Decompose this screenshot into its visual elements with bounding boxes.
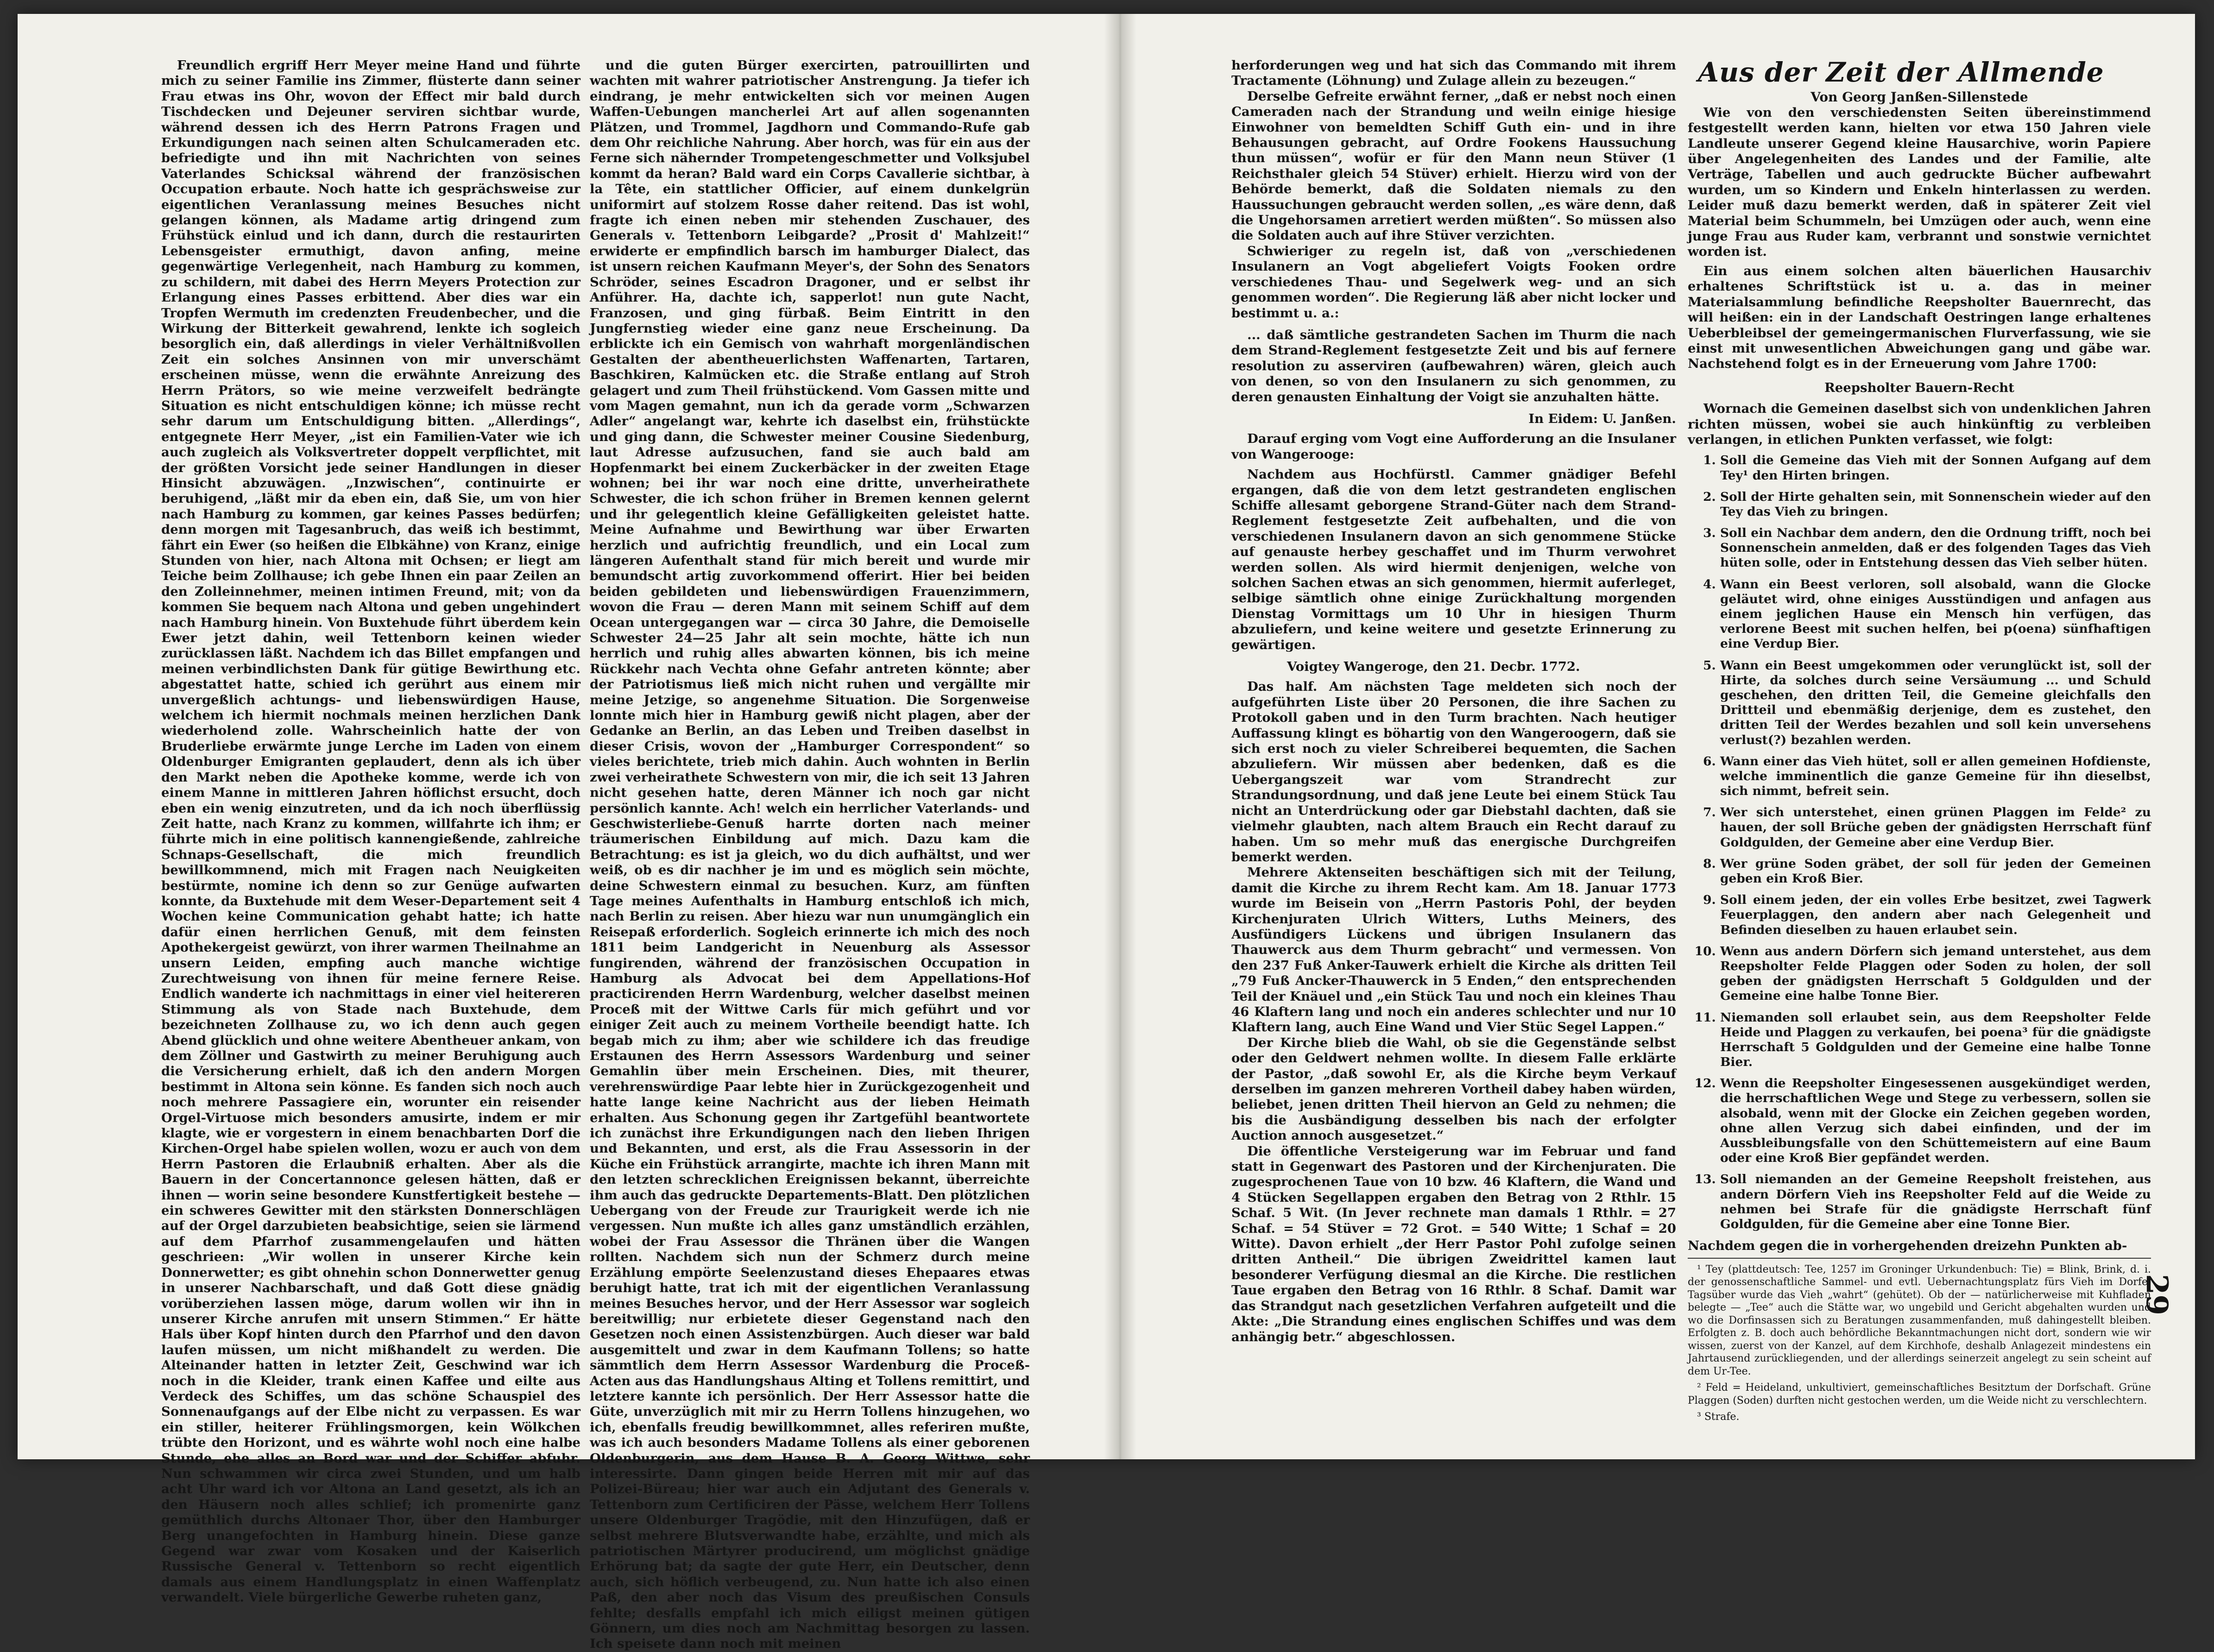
column-text: Freundlich ergriff Herr Meyer meine Hand und führte mich zu seiner Familie ins Zimmer, flüsterte dann seiner Frau etwas ins Ohr, wovon der Effect mir bald durch Tischdecken und Dejeuner serviren sichtbar wurde, während dessen ich des Herrn Patrons Fragen und Erkundigungen nach seinen alten Schulcameraden etc. befriedigte und ihn mit Nachrichten von seines Vaterlandes Schicksal während der französischen Occupation erbaute. Noch hatte ich gesprächsweise zur eigentlichen Veranlassung meines Besuches nicht gelangen können, als Madame artig dringend zum Frühstück einlud und ich dann, durch die restaurirten Lebensgeister ermuthigt, davon anfing, meine gegenwärtige Verlegenheit, nach Hamburg zu kommen, zu schildern, mit dabei des Herrn Meyers Protection zur Erlangung eines Passes erbittend. Aber dies war ein Tropfen Wermuth im credenzten Freudenbecher, und die Wirkung der Bitterkeit gewahrend, lenkte ich sogleich besorglich ein, daß allerdings in vieler Verhältnißvollen Zeit ein solches Ansinnen von mir unverschämt erscheinen müsse, wenn die erwähnte Anreizung des Herrn Prätors, so wie meine verzweifelt bedrängte Situation es nicht entschuldigen könne; ich müsse recht sehr darum um Entschuldigung bitten. „Allerdings“, entgegnete Herr Meyer, „ist ein Familien-Vater wie ich auch zugleich als Volksvertreter doppelt verpflichtet, mit der größten Vorsicht jede seiner Handlungen in dieser Hinsicht abzuwägen. „Inzwischen“, continuirte er beruhigend, „läßt mir da eben ein, daß Sie, um von hier nach Hamburg zu kommen, gar keines Passes bedürfen; denn morgen mit Tagesanbruch, das weiß ich bestimmt, fährt ein Ewer (so heißen die Elbkähne) von Kranz, einige Stunden von hier, nach Altona mit Ochsen; er liegt am Teiche beim Zollhause; ich gebe Ihnen ein paar Zeilen an den Zolleinnehmer, meinen intimen Freund, mit; von da kommen Sie bequem nach Altona und geben ungehindert nach Hamburg hinein. Von Buxtehude führt überdem kein Ewer jetzt dahin, weil Tettenborn keinen wieder zurücklassen läßt. Nachdem ich das Billet empfangen und meinen verbindlichsten Dank für gütige Bewirthung etc. abgestattet hatte, schied ich gerührt aus einem mir unvergeßlich achtungs- und liebenswürdigen Hause, welchem ich hiermit nochmals meinen herzlichen Dank wiederholend zolle. Wahrscheinlich hatte der von Bruderliebe erwärmte junge Lerche im Laden von einem Oldenburger Emigranten geplaudert, denn als ich über den Markt neben die Apotheke komme, werde ich von einem Manne in mittleren Jahren höflichst ersucht, doch eben ein wenig einzutreten, und da ich noch überflüssig Zeit hatte, nach Kranz zu kommen, willfahrte ich ihm; er führte mich in eine politisch kannengießende, zahlreiche Schnaps-Gesellschaft, die mich freundlich bewillkommnend, mich mit Fragen nach Neuigkeiten bestürmte, nomine ich denn so zur Genüge aufwarten konnte, da Buxtehude mit dem Weser-Departement seit 4 Wochen keine Communication gehabt hatte; ich hatte dafür einen herrlichen Genuß, mit dem feinsten Apothekergeist gewürzt, von ihrer warmen Theilnahme an unsern Leiden, empfing auch manche wichtige Zurechtweisung von ihnen für meine fernere Reise. Endlich wanderte ich nachmittags in einer viel heitereren Stimmung als von Stade nach Buxtehude, dem bezeichneten Zollhause zu, wo ich denn auch gegen Abend glücklich und ohne weitere Abentheuer ankam, von dem Zöllner und Gastwirth zu meiner Beruhigung auch die Versicherung erhielt, daß ich den andern Morgen bestimmt in Altona sein könne. Es fanden sich noch auch noch mehrere Passagiere ein, worunter ein reisender Orgel-Virtuose mich besonders amusirte, indem er mir klagte, wie er vorgestern in einem benachbarten Dorf die Kirchen-Orgel habe spielen wollen, wozu er auch von dem Herrn Pastoren die Erlaubniß erhalten. Aber als die Bauern in der Concertannonce gelesen hätten, daß er ihnen — worin seine besondere Kunstfertigkeit bestehe — ein schweres Gewitter mit den stärksten Donnerschlägen auf der Orgel darzubieten beabsichtige, seien sie lärmend auf dem Pfarrhof zusammengelaufen und hätten geschrieen: „Wir wollen in unserer Kirche kein Donnerwetter; es gibt ohnehin schon Donnerwetter genug in unserer Nachbarschaft, und daß Gott diese gnädig vorüberziehen lassen möge, darum wollen wir ihn in unserer Kirche anrufen mit unsern Stimmen.“ Er hätte Hals über Kopf hinten durch den Pfarrhof und den davon laufen müssen, um nicht mißhandelt zu werden. Die Alteinander hatten in letzter Zeit, Geschwind war ich noch in die Kleider, trank einen Kaffee und eilte aus Verdeck des Schiffes, um das schöne Schauspiel des Sonnenaufgangs auf der Elbe nicht zu verpassen. Es war ein stiller, heiterer Frühlingsmorgen, kein Wölkchen trübte den Horizont, und es währte wohl noch eine halbe Stunde, ehe alles an Bord war und der Schiffer abfuhr. Nun schwammen wir circa zwei Stunden, und um halb acht Uhr ward ich vor Altona an Land gesetzt, als ich an den Häusern noch alles schlief; ich promenirte ganz gemüthlich durchs Altonaer Thor, über den Hamburger Berg unangefochten in Hamburg hinein. Diese ganze Gegend war zwar vom Kosaken und der Kaiserlich Russische General v. Tettenborn so recht eigentlich damals aus einem Handlungsplatz in einen Waffenplatz verwandelt. Viele bürgerliche Gewerbe ruheten ganz,	[161, 58, 580, 1605]
rule-item: 11. Niemanden soll erlaubet sein, aus dem Reepsholter Felde Heide und Plaggen zu verkaufen, bei poena³ für die gnädigste Herrschaft 5 Goldgulden und der Gemeine eine halbe Tonne Bier.	[1720, 1010, 2151, 1070]
rule-item: 5. Wann ein Beest umgekommen oder verunglückt ist, soll der Hirte, da solches durch seine Versäumung ... und Schuld geschehen, den dritten Teil, die Gemeine gleichfalls den Drittteil und ebenmäßig derjenige, dem es zustehet, den dritten Teil der Werdes bezahlen und soll kein unversehens verlust(?) bezahlen werden.	[1720, 658, 2151, 748]
rule-item: 1. Soll die Gemeine das Vieh mit der Sonnen Aufgang auf dem Tey¹ den Hirten bringen.	[1720, 453, 2151, 483]
intro-paragraph: Wie von den verschiedensten Seiten übereinstimmend festgestellt werden kann, hielten vor etwa 150 Jahren viele Landleute unserer Gegend kleine Hausarchive, worin Papiere über Angelegenheiten des Landes und der Familie, alte Verträge, Tabellen und auch gedruckte Bücher aufbewahrt wurden, um so Kindern und Enkeln hinterlassen zu werden. Leider muß dazu bemerkt werden, daß in späterer Zeit viel Material beim Schummeln, bei Umzügen oder auch, wenn eine junge Frau aus Ruder kam, verbrannt und sonstwie vernichtet worden ist.	[1688, 105, 2151, 259]
paragraph: Das half. Am nächsten Tage meldeten sich noch der aufgeführten Liste über 20 Personen, die ihre Sachen zu Protokoll gaben und in den Turm brachten. Nach heutiger Auffassung klingt es böhartig von den Wangeroogern, daß sie sich erst noch zu vieler Schreiberei bequemten, die Sachen abzuliefern. Wir müssen aber bedenken, daß es die Uebergangszeit war vom Strandrecht zur Strandungsordnung, und daß jene Leute bei einem Stück Tau nicht an Unterdrückung oder gar Diebstahl dachten, daß sie vielmehr glaubten, nach altem Brauch ein Recht darauf zu haben. Um so mehr muß das energische Durchgreifen bemerkt werden.	[1231, 679, 1676, 864]
paragraph: Die öffentliche Versteigerung war im Februar und fand statt in Gegenwart des Pastoren und der Kirchenjuraten. Die zugesprochenen Taue von 10 bzw. 46 Klaftern, die Wand und 4 Stücken Segellappen ergaben den Betrag von 2 Rthlr. 15 Schaf. 5 Wit. (In Jever rechnete man damals 1 Rthlr. = 27 Schaf. = 54 Stüver = 72 Grot. = 540 Witte; 1 Schaf = 20 Witte). Davon erhielt „der Herr Pastor Pohl zufolge seinen dritten Antheil.“ Die übrigen Zweidrittel kamen laut besonderer Verfügung diesmal an die Kirche. Die restlichen Taue ergaben den Betrag von 16 Rthlr. 8 Schaf. Damit war das Strandgut nach gesetzlichen Verfahren aufgeteilt und die Akte: „Die Strandung eines englischen Schiffes und was dem anhängig betr.“ abgeschlossen.	[1231, 1143, 1676, 1344]
paragraph: Mehrere Aktenseiten beschäftigen sich mit der Teilung, damit die Kirche zu ihrem Recht kam. Am 18. Januar 1773 wurde im Beisein von „Herrn Pastoris Pohl, der beyden Kirchenjuraten Ulrich Witters, Luths Meiners, des Ausfündigers Lückens und übrigen Insulanern das Thauwerck aus dem Thurm gebracht“ und vermessen. Von den 237 Fuß Anker-Tauwerk erhielt die Kirche als dritten Teil „79 Fuß Ancker-Thauwerck in 5 Enden,“ den entsprechenden Teil der Knäuel und „ein Stück Tau und noch ein kleines Thau 46 Klaftern lang und noch ein anderes schlechter und nur 10 Klaftern lang, auch Eine Wand und Vier Stüc Segel Lappen.“	[1231, 865, 1676, 1035]
rule-item: 6. Wann einer das Vieh hütet, soll er allen gemeinen Hofdienste, welche imminentlich die ganze Gemeine für ihn dieselbst, sich nimmt, befreit sein.	[1720, 754, 2151, 799]
left-page-column-1	[161, 58, 580, 1605]
intro-paragraph: Ein aus einem solchen alten bäuerlichen Hausarchiv erhaltenes Schriftstück ist u. a. das in meiner Materialsammlung befindliche Reepsholter Bauernrecht, das will heißen: ein in der Landschaft Oestringen lange erhaltenes Ueberbleibsel der gemeingermanischen Flurverfassung, wie sie einst mit unwesentlichen Abweichungen gang und gäbe war. Nachstehend folgt es in der Erneuerung vom Jahre 1700:	[1688, 263, 2151, 372]
rule-item: 7. Wer sich unterstehet, einen grünen Plaggen im Felde² zu hauen, der soll Brüche geben der gnädigsten Herrschaft fünf Goldgulden, der Gemeine aber eine Verdup Bier.	[1720, 805, 2151, 850]
footnote: ³ Strafe.	[1697, 1411, 1740, 1423]
right-page-column-2	[1688, 57, 2151, 1423]
rule-item: 9. Soll einem jeden, der ein volles Erbe besitzet, zwei Tagwerk Feuerplaggen, den andern aber nach Gelegenheit und Befinden dieselben zu hauen erlaubet sein.	[1720, 893, 2151, 938]
right-page-column-1	[1231, 58, 1676, 1394]
newspaper-spread	[18, 14, 2195, 1652]
rule-item: 10. Wenn aus andern Dörfern sich jemand unterstehet, aus dem Reepsholter Felde Plaggen oder Soden zu holen, der soll geben der gnädigsten Herrschaft 5 Goldgulden und der Gemeine eine halbe Tonne Bier.	[1720, 944, 2151, 1004]
rule-item: 2. Soll der Hirte gehalten sein, mit Sonnenschein wieder auf den Tey das Vieh zu bringen.	[1720, 490, 2151, 519]
paragraph: Schwieriger zu regeln ist, daß von „verschiedenen Insulanern an Vogt abgeliefert Voigts Fooken ordre verschiedenes Thau- und Segelwerk weg- und an sich genommen worden“. Die Regierung läß aber nicht locker und bestimmt u. a.:	[1231, 243, 1676, 321]
rule-item: 8. Wer grüne Soden gräbet, der soll für jeden der Gemeinen geben ein Kroß Bier.	[1720, 857, 2151, 886]
closing-line: Nachdem gegen die in vorhergehenden dreizehn Punkten ab-	[1688, 1238, 2151, 1258]
page-number: 29	[2139, 1274, 2174, 1316]
rules-list	[1688, 453, 2151, 1232]
rule-item: 13. Soll niemanden an der Gemeine Reepsholt freistehen, aus andern Dörfern Vieh ins Reepsholter Feld auf die Weide zu nehmen bei Strafe für die gnädigste Herrschaft fünf Goldgulden, für die Gemeine aber eine Tonne Bier.	[1720, 1172, 2151, 1232]
signature: Voigtey Wangeroge, den 21. Decbr. 1772.	[1287, 659, 1580, 675]
preamble: Wornach die Gemeinen daselbst sich von undenklichen Jahren richten müssen, wobei sie auch hinkünftig zu verbleiben verlangen, in etlichen Punkten verfasset, wie folgt:	[1688, 401, 2151, 447]
rule-item: 12. Wenn die Reepsholter Eingesessenen ausgekündiget werden, die herrschaftlichen Wege und Stege zu verbessern, sollen sie alsobald, wenn mit der Glocke ein Zeichen gegeben worden, ohne allen Verzug sich dabei einfinden, und der im Aussbleibungsfalle von den Schüttemeistern auf eine Baum oder eine Kroß Bier gepfändet werden.	[1720, 1076, 2151, 1166]
signature: In Eidem: U. Janßen.	[1528, 411, 1676, 426]
rule-item: 3. Soll ein Nachbar dem andern, den die Ordnung trifft, noch bei Sonnenschein anmelden, daß er des folgenden Tages das Vieh hüten solle, oder in Entstehung dessen das Vieh selber hüten.	[1720, 526, 2151, 571]
column-text: und die guten Bürger exercirten, patrouillirten und wachten mit wahrer patriotischer Anstrengung. Ja tiefer ich eindrang, je mehr entwickelten sich vor meinen Augen Waffen-Uebungen mancherlei Art auf allen sogenannten Plätzen, und Trommel, Jagdhorn und Commando-Rufe gab dem Ohr reichliche Nahrung. Aber horch, was für ein aus der Ferne sich nähernder Trompetengeschmetter und Volksjubel kommt da heran? Bald ward ein Corps Cavallerie sichtbar, à la Tête, ein stattlicher Officier, auf einem dunkelgrün uniformirt auf stolzem Rosse daher reitend. Das ist wohl, fragte ich einen neben mir stehenden Zuschauer, des Generals v. Tettenborn Leibgarde? „Prosit d' Mahlzeit!“ erwiderte er empfindlich barsch im hamburger Dialect, das ist unsern reichen Kaufmann Meyer's, der Sohn des Senators Schröder, seines Escadron Dragoner, und er selbst ihr Anführer. Ha, dachte ich, sapperlot! nun gute Nacht, Franzosen, und ging fürbaß. Beim Eintritt in den Jungfernstieg wieder eine ganz neue Erscheinung. Da erblickte ich ein Gemisch von wahrhaft morgenländischen Gestalten der abentheuerlichsten Waffenarten, Tartaren, Baschkiren, Kalmücken etc. die Straße entlang auf Stroh gelagert und zum Theil frühstückend. Vom Gassen mitte und vom Magen gemahnt, nun ich da gerade vorm „Schwarzen Adler“ angelangt war, kehrte ich daselbst ein, frühstückte und ging dann, die Schwester meiner Cousine Siedenburg, laut Adresse aufzusuchen, fand sie auch bald am Hopfenmarkt bei einem Zuckerbäcker in der zweiten Etage wohnen; bei ihr war noch eine dritte, unverheirathete Schwester, die ich schon früher in Bremen kennen gelernt und ihr gelegentlich kleine Gefälligkeiten geleistet hatte. Meine Aufnahme und Bewirthung war über Erwarten herzlich und aufrichtig freundlich, und ein Local zum längeren Aufenthalt stand für mich bereit und wurde mir bemundscht artig zuvorkommend offerirt. Hier bei beiden beiden gebildeten und liebenswürdigen Frauenzimmern, wovon die Frau — deren Mann mit seinem Schiff auf dem Ocean untergegangen war — circa 30 Jahre, die Demoiselle Schwester 24—25 Jahr alt sein mochte, hätte ich nun herrlich und ruhig alles abwarten können, bis ich meine Rückkehr nach Vechta ohne Gefahr antreten könnte; aber der Patriotismus ließ mich nicht ruhen und vergällte mir meine Jetzige, so angenehme Situation. Die Sorgenweise lonnte mich hier in Hamburg gewiß nicht plagen, aber der Gedanke an Berlin, an das Leben und Treiben daselbst in dieser Crisis, wovon der „Hamburger Correspondent“ so vieles berichtete, trieb mich dahin. Auch wohnten in Berlin zwei verheirathete Schwestern von mir, die ich seit 13 Jahren nicht gesehen hatte, deren Männer ich noch gar nicht persönlich kannte. Ach! welch ein herrlicher Vaterlands- und Geschwisterliebe-Genuß harrte dorten nach meiner träumerischen Einbildung auf mich. Dazu kam die Betrachtung: es ist ja gleich, wo du dich aufhältst, und wer weiß, ob es dir nachher je im und es möglich sein möchte, deine Schwestern einmal zu besuchen. Kurz, am fünften Tage meines Aufenthalts in Hamburg entschloß ich mich, nach Berlin zu reisen. Aber hiezu war nun unumgänglich ein Reisepaß erforderlich. Sogleich erinnerte ich mich des noch 1811 beim Landgericht in Neuenburg als Assessor fungirenden, während der französischen Occupation in Hamburg als Advocat bei dem Appellations-Hof practicirenden Herrn Wardenburg, welcher daselbst meinen Proceß mit der Wittwe Carls für mich geführt und vor einiger Zeit auch zu meinem Vortheile beendigt hatte. Ich begab mich zu ihm; aber wie schildere ich das freudige Erstaunen des Herrn Assessors Wardenburg und seiner Gemahlin über mein Erscheinen. Dies, mit theurer, verehrenswürdige Paar lebte hier in Zurückgezogenheit und hatte lange keine Nachricht aus der lieben Heimath erhalten. Aus Schonung gegen ihr Zartgefühl beantwortete ich zunächst ihre Erkundigungen nach den lieben Ihrigen und Bekannten, und erst, als die Frau Assessorin in der Küche ein Frühstück arrangirte, machte ich ihren Mann mit den letzten schrecklichen Ereignissen bekannt, überreichte ihm auch das gedruckte Departements-Blatt. Den plötzlichen Uebergang von der Freude zur Traurigkeit werde ich nie vergessen. Nun mußte ich alles ganz umständlich erzählen, wobei der Frau Assessor die Thränen über die Wangen rollten. Nachdem sich nun der Schmerz durch meine Erzählung empörte Seelenzustand dieses Ehepaares etwas beruhigt hatte, trat ich mit der eigentlichen Veranlassung meines Besuches hervor, und der Herr Assessor war sogleich bereitwillig; nur erbietete dieser Gegenstand nach den Gesetzen noch einen Assistenzbürgen. Auch dieser war bald ausgemittelt und zwar in dem Kaufmann Tollens; so hatte sämmtlich dem Herrn Assessor Wardenburg die Proceß-Acten aus das Handlungshaus Alting et Tollens remittirt, und letztere kannte ich persönlich. Der Herr Assessor hatte die Güte, unverzüglich mit mir zu Herrn Tollens hinzugehen, wo ich, ebenfalls freudig bewillkommnet, alles referiren mußte, was ich auch besonders Madame Tollens als einer geborenen Oldenburgerin, aus dem Hause B. A. Georg Wittwe, sehr interessirte. Dann gingen beide Herren mit mir auf das Polizei-Büreau; hier war auch ein Adjutant des Generals v. Tettenborn zum Certificiren der Pässe, welchem Herr Tollens unsere Oldenburger Tragödie, mit den Hinzufügen, daß er selbst mehrere Blutsverwandte habe, erzählte, und mich als patriotischen Märtyrer producirend, um möglichst gnädige Erhörung bat; da sagte der gute Herr, ein Deutscher, denn auch, sich höflich verbeugend, zu. Nun hatte ich also einen Paß, den aber noch das Visum des preußischen Consuls fehlte; desfalls empfahl ich mich eiligst meinen gütigen Gönnern, um dies noch am Nachmittag besorgen zu lassen. Ich speisete dann noch mit meinen	[590, 58, 1030, 1652]
footnote: ¹ Tey (plattdeutsch: Tee, 1257 im Groninger Urkundenbuch: Tie) = Blink, Brink, d. i. der genossenschaftliche Sammel- und evtl. Uebernachtungsplatz fürs Vieh im Dorfe. Tagsüber wurde das Vieh „wahrt“ (gehütet). Ob der — natürlicherweise mit Kuhfladen belegte — „Tee“ auch die Stätte war, wo ungebild und Gericht abgehalten wurden und wo die Dorfinsassen sich zu Beratungen zusammenfanden, muß dahingestellt bleiben. Erfolgten z. B. doch auch behördliche Bekanntmachungen nicht dort, sondern wie wir wissen, zuerst von der Kanzel, auf dem Kirchhofe, deshalb Anlagezeit mindestens ein Jahrtausend zurückliegenden, und der allerdings seinerzeit angelegt zu sein scheint auf dem Ur-Tee.	[1688, 1263, 2151, 1377]
left-page-column-2	[590, 58, 1030, 1652]
rule-item: 4. Wann ein Beest verloren, soll alsobald, wann die Glocke geläutet wird, ohne einiges Ausstündigen und anfagen aus einem jeglichen Hause ein Mensch hin verfügen, das verlorene Beest mit suchen helfen, bei p(oena) sünfhaftigen eine Verdup Bier.	[1720, 577, 2151, 652]
article-author: Von Georg Janßen-Sillenstede	[1810, 89, 2028, 105]
quoted-decree: Nachdem aus Hochfürstl. Cammer gnädiger Befehl ergangen, daß die von dem letzt gestrandeten englischen Schiffe allesamt geborgene Strand-Güter nach dem Strand-Reglement festgesetzte Zeit aufbehalten, und die von verschiedenen Insulanern davon an sich genommene Stücke auf genauste herbey geschaffet und im Thurm verwohret werden sollen. Als wird hiermit denjenigen, welche von solchen Sachen etwas an sich genommen, hiermit auferleget, selbige sämtlich ohne einige Zurückhaltung morgenden Dienstag Vormittags um 10 Uhr in hiesigen Thurm abzuliefern, und keine weitere und gesetzte Erinnerung zu gewärtigen.	[1231, 467, 1676, 652]
paragraph: Der Kirche blieb die Wahl, ob sie die Gegenstände selbst oder den Geldwert nehmen wollte. In diesem Falle erklärte der Pastor, „daß sowohl Er, als die Kirche beym Verkauf derselben im ganzen mehreren Vortheil dabey haben würden, beliebet, jenen dritten Theil hiervon an Geld zu nehmen; die bis die Ausbändigung desselben bis nach der erfolgter Auction annoch ausgesetzet.“	[1231, 1035, 1676, 1143]
page-gutter	[1104, 14, 1136, 1459]
quoted-decree: ... daß sämtliche gestrandeten Sachen im Thurm die nach dem Strand-Reglement festgesetzte Zeit und bis auf fernere resolution zu asserviren (aufbewahren) wären, gleich auch von denen, so von den Insulanern zu sich genommen, zu deren genausten Einhaltung der Voigt sie anzuhalten hätte.	[1231, 327, 1676, 404]
paragraph: Darauf erging vom Vogt eine Aufforderung an die Insulaner von Wangerooge:	[1231, 431, 1676, 462]
paragraph: Derselbe Gefreite erwähnt ferner, „daß er nebst noch einen Cameraden nach der Strandung und weiln einige hiesige Einwohner von bemeldten Schiff Guth ein- und in ihre Behausungen gebracht, auf Ordre Fookens Haussuchung thun müssen“, wofür er für den Mann neun Stüver (1 Reichsthaler gleich 54 Stüver) erhielt. Hierzu wird von der Behörde bemerkt, daß die Soldaten niemals zu den Haussuchungen gebraucht werden sollen, „es wäre denn, daß die Ungehorsamen arretiert werden müßten“. So müssen also die Soldaten auch auf ihre Stüver verzichten.	[1231, 88, 1676, 243]
paragraph: herforderungen weg und hat sich das Commando mit ihrem Tractamente (Löhnung) und Zulage allein zu bezeugen.“	[1231, 58, 1676, 88]
footnotes	[1688, 1263, 2151, 1424]
section-heading: Reepsholter Bauern-Recht	[1824, 380, 2014, 395]
footnote: ² Feld = Heideland, unkultiviert, gemeinschaftliches Besitztum der Dorfschaft. Grüne Plaggen (Soden) durften nicht gestochen werden, um die Weide nicht zu verschlechtern.	[1688, 1382, 2151, 1406]
article-title: Aus der Zeit der Allmende	[1698, 57, 2104, 88]
